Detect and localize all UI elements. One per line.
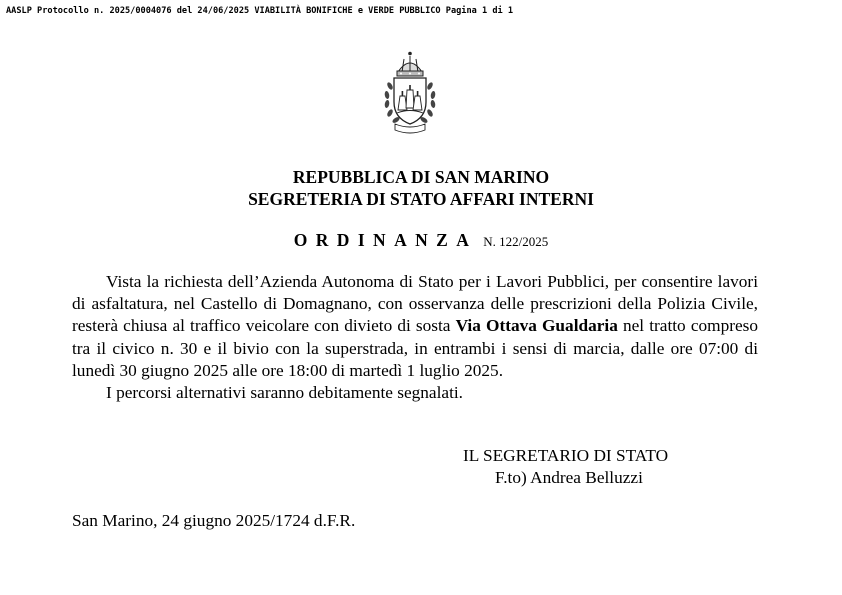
ordinance-body: [72, 271, 758, 404]
body-text-before: Vista la richiesta dell’Azienda Autonoma di Stato per i Lavori Pubblici, per consentire lavori di asfaltatura, nel Castello di Domagnano, con osservanza delle prescrizioni della Polizia Civile, resterà chiusa al traffico veicolare con divieto di sosta: [72, 272, 758, 336]
san-marino-coat-of-arms-icon: [380, 50, 440, 134]
protocol-header: AASLP Protocollo n. 2025/0004076 del 24/06/2025 VIABILITÀ BONIFICHE e VERDE PUBBLICO Pagina 1 di 1: [6, 6, 514, 16]
ordinance-number: N. 122/2025: [483, 234, 549, 249]
signatory-role: IL SEGRETARIO DI STATO: [463, 446, 669, 465]
ordinance-heading: [0, 230, 842, 251]
body-paragraph-1: [72, 271, 758, 382]
ordinance-word: ORDINANZA: [293, 230, 478, 250]
place-and-date: San Marino, 24 giugno 2025/1724 d.F.R.: [72, 511, 356, 530]
department-title: SEGRETERIA DI STATO AFFARI INTERNI: [248, 189, 594, 209]
body-text-after: nel tratto compreso tra il civico n. 30 e il bivio con la superstrada, in entrambi i sensi di marcia, dalle ore 07:00 di lunedì 30 giugno 2025 alle ore 18:00 di martedì 1 luglio 2025.: [72, 316, 758, 380]
state-title: REPUBBLICA DI SAN MARINO: [292, 167, 550, 187]
body-paragraph-2: I percorsi alternativi saranno debitamente segnalati.: [106, 383, 463, 403]
street-name: Via Ottava Gualdaria: [455, 316, 618, 336]
signatory-name: F.to) Andrea Belluzzi: [495, 468, 643, 487]
